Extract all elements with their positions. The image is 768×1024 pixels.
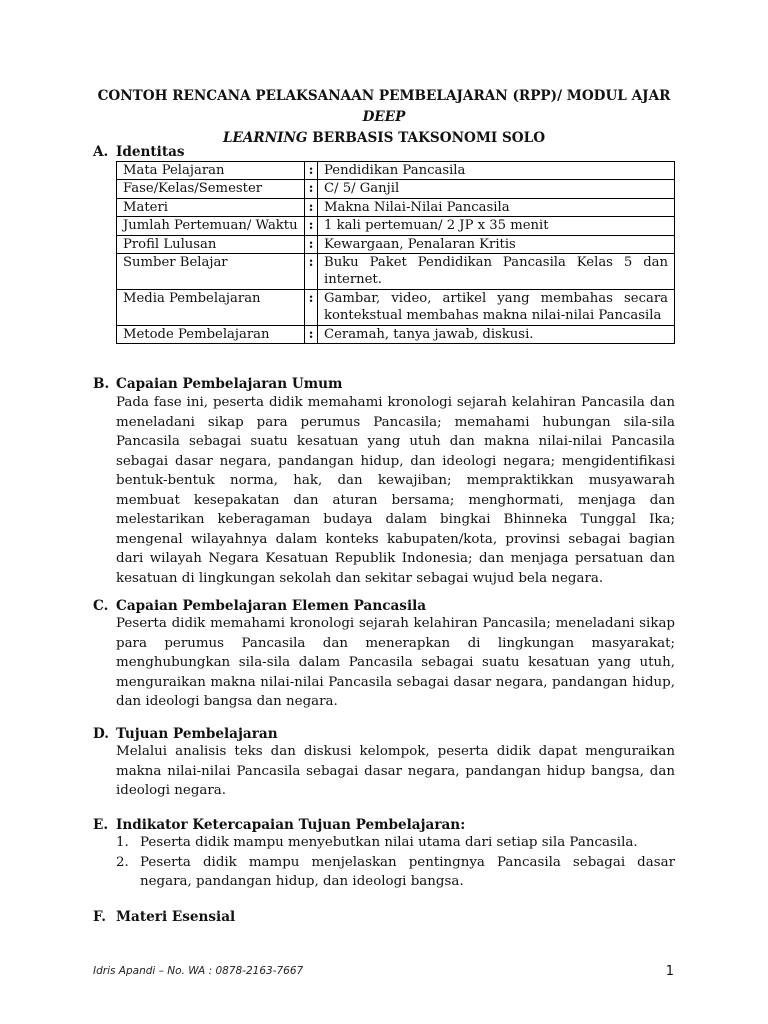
- row-key: Mata Pelajaran: [117, 162, 305, 180]
- section-title: Capaian Pembelajaran Umum: [116, 376, 343, 392]
- row-value: Makna Nilai-Nilai Pancasila: [318, 198, 675, 216]
- table-row: [117, 289, 675, 325]
- title-deep: DEEP: [362, 109, 406, 125]
- table-row: [117, 217, 675, 235]
- list-number: 2.: [116, 854, 129, 870]
- row-key: Profil Lulusan: [117, 235, 305, 253]
- section-d-heading: [93, 724, 278, 744]
- page-number: 1: [665, 964, 674, 979]
- row-value: Kewargaan, Penalaran Kritis: [318, 235, 675, 253]
- list-text: Peserta didik mampu menyebutkan nilai utama dari setiap sila Pancasila.: [140, 835, 638, 850]
- row-value: Gambar, video, artikel yang membahas secara kontekstual membahas makna nilai-nilai Pancasila: [318, 289, 675, 325]
- row-key: Sumber Belajar: [117, 254, 305, 290]
- section-letter: C.: [93, 598, 109, 614]
- section-title: Materi Esensial: [116, 909, 236, 925]
- row-key: Media Pembelajaran: [117, 289, 305, 325]
- row-key: Materi: [117, 198, 305, 216]
- row-separator: :: [305, 289, 318, 325]
- section-letter: E.: [93, 817, 109, 833]
- table-row: [117, 180, 675, 198]
- section-title: Tujuan Pembelajaran: [116, 726, 278, 742]
- section-b-heading: [93, 374, 342, 394]
- title-learning: LEARNING: [222, 130, 308, 146]
- list-number: 1.: [116, 835, 129, 850]
- identity-table: [116, 161, 675, 344]
- row-key: Fase/Kelas/Semester: [117, 180, 305, 198]
- row-value: Buku Paket Pendidikan Pancasila Kelas 5 dan internet.: [318, 254, 675, 290]
- title-part2: BERBASIS TAKSONOMI SOLO: [307, 130, 546, 146]
- row-separator: :: [305, 198, 318, 216]
- row-separator: :: [305, 254, 318, 290]
- section-title: Capaian Pembelajaran Elemen Pancasila: [116, 598, 427, 614]
- list-item: [116, 833, 675, 853]
- footer-author: Idris Apandi – No. WA : 0878-2163-7667: [93, 965, 304, 977]
- table-row: [117, 162, 675, 180]
- row-value: 1 kali pertemuan/ 2 JP x 35 menit: [318, 217, 675, 235]
- row-value: C/ 5/ Ganjil: [318, 180, 675, 198]
- indicator-list: [116, 833, 675, 892]
- section-f-heading: [93, 907, 235, 927]
- section-letter: D.: [93, 726, 110, 742]
- row-separator: :: [305, 235, 318, 253]
- section-letter: B.: [93, 376, 110, 392]
- row-value: Pendidikan Pancasila: [318, 162, 675, 180]
- section-c-paragraph: Peserta didik memahami kronologi sejarah kelahiran Pancasila; meneladani sikap para perumus Pancasila dan menerapkan di lingkungan masyarakat; menghubungkan sila-sila dalam Pancasila sebagai suatu kesatuan yang utuh, menguraikan makna nilai-nilai Pancasila sebagai dasar negara, pandangan hidup, dan ideologi bangsa dan negara.: [116, 616, 675, 709]
- row-key: Metode Pembelajaran: [117, 325, 305, 343]
- table-row: [117, 325, 675, 343]
- section-a-heading: [93, 142, 185, 162]
- row-value: Ceramah, tanya jawab, diskusi.: [318, 325, 675, 343]
- section-title: Identitas: [116, 144, 185, 160]
- section-letter: F.: [93, 909, 107, 925]
- section-title: Indikator Ketercapaian Tujuan Pembelajaran:: [116, 817, 466, 833]
- table-row: [117, 254, 675, 290]
- section-c-heading: [93, 596, 426, 616]
- section-b-paragraph: Pada fase ini, peserta didik memahami kronologi sejarah kelahiran Pancasila dan meneladani sikap para perumus Pancasila; memahami hubungan sila-sila Pancasila sebagai suatu kesatuan yang utuh dan makna nilai-nilai Pancasila sebagai dasar negara, pandangan hidup, dan ideologi negara; mengidentifikasi bentuk-bentuk norma, hak, dan kewajiban; mempraktikkan musyawarah membuat kesepakatan dan aturan bersama; menghormati, menjaga dan melestarikan keberagaman budaya dalam bingkai Bhinneka Tunggal Ika; mengenal wilayahnya dalam konteks kabupaten/kota, provinsi sebagai bagian dari wilayah Negara Kesatuan Republik Indonesia; dan menjaga persatuan dan kesatuan di lingkungan sekolah dan sekitar sebagai wujud bela negara.: [116, 395, 675, 586]
- table-row: [117, 198, 675, 216]
- section-d-paragraph: Melalui analisis teks dan diskusi kelompok, peserta didik dapat menguraikan makna nilai-nilai Pancasila sebagai dasar negara, pandangan hidup bangsa, dan ideologi negara.: [116, 744, 675, 798]
- row-separator: :: [305, 217, 318, 235]
- row-separator: :: [305, 162, 318, 180]
- section-letter: A.: [93, 144, 109, 160]
- row-separator: :: [305, 325, 318, 343]
- list-item: [116, 853, 675, 892]
- list-text: Peserta didik mampu menjelaskan pentingnya Pancasila sebagai dasar negara, pandangan hidup, dan ideologi bangsa.: [140, 854, 675, 889]
- table-row: [117, 235, 675, 253]
- title-part1: CONTOH RENCANA PELAKSANAAN PEMBELAJARAN (RPP)/ MODUL AJAR: [97, 88, 671, 104]
- document-title: [95, 86, 673, 149]
- row-separator: :: [305, 180, 318, 198]
- section-e-heading: [93, 815, 465, 835]
- row-key: Jumlah Pertemuan/ Waktu: [117, 217, 305, 235]
